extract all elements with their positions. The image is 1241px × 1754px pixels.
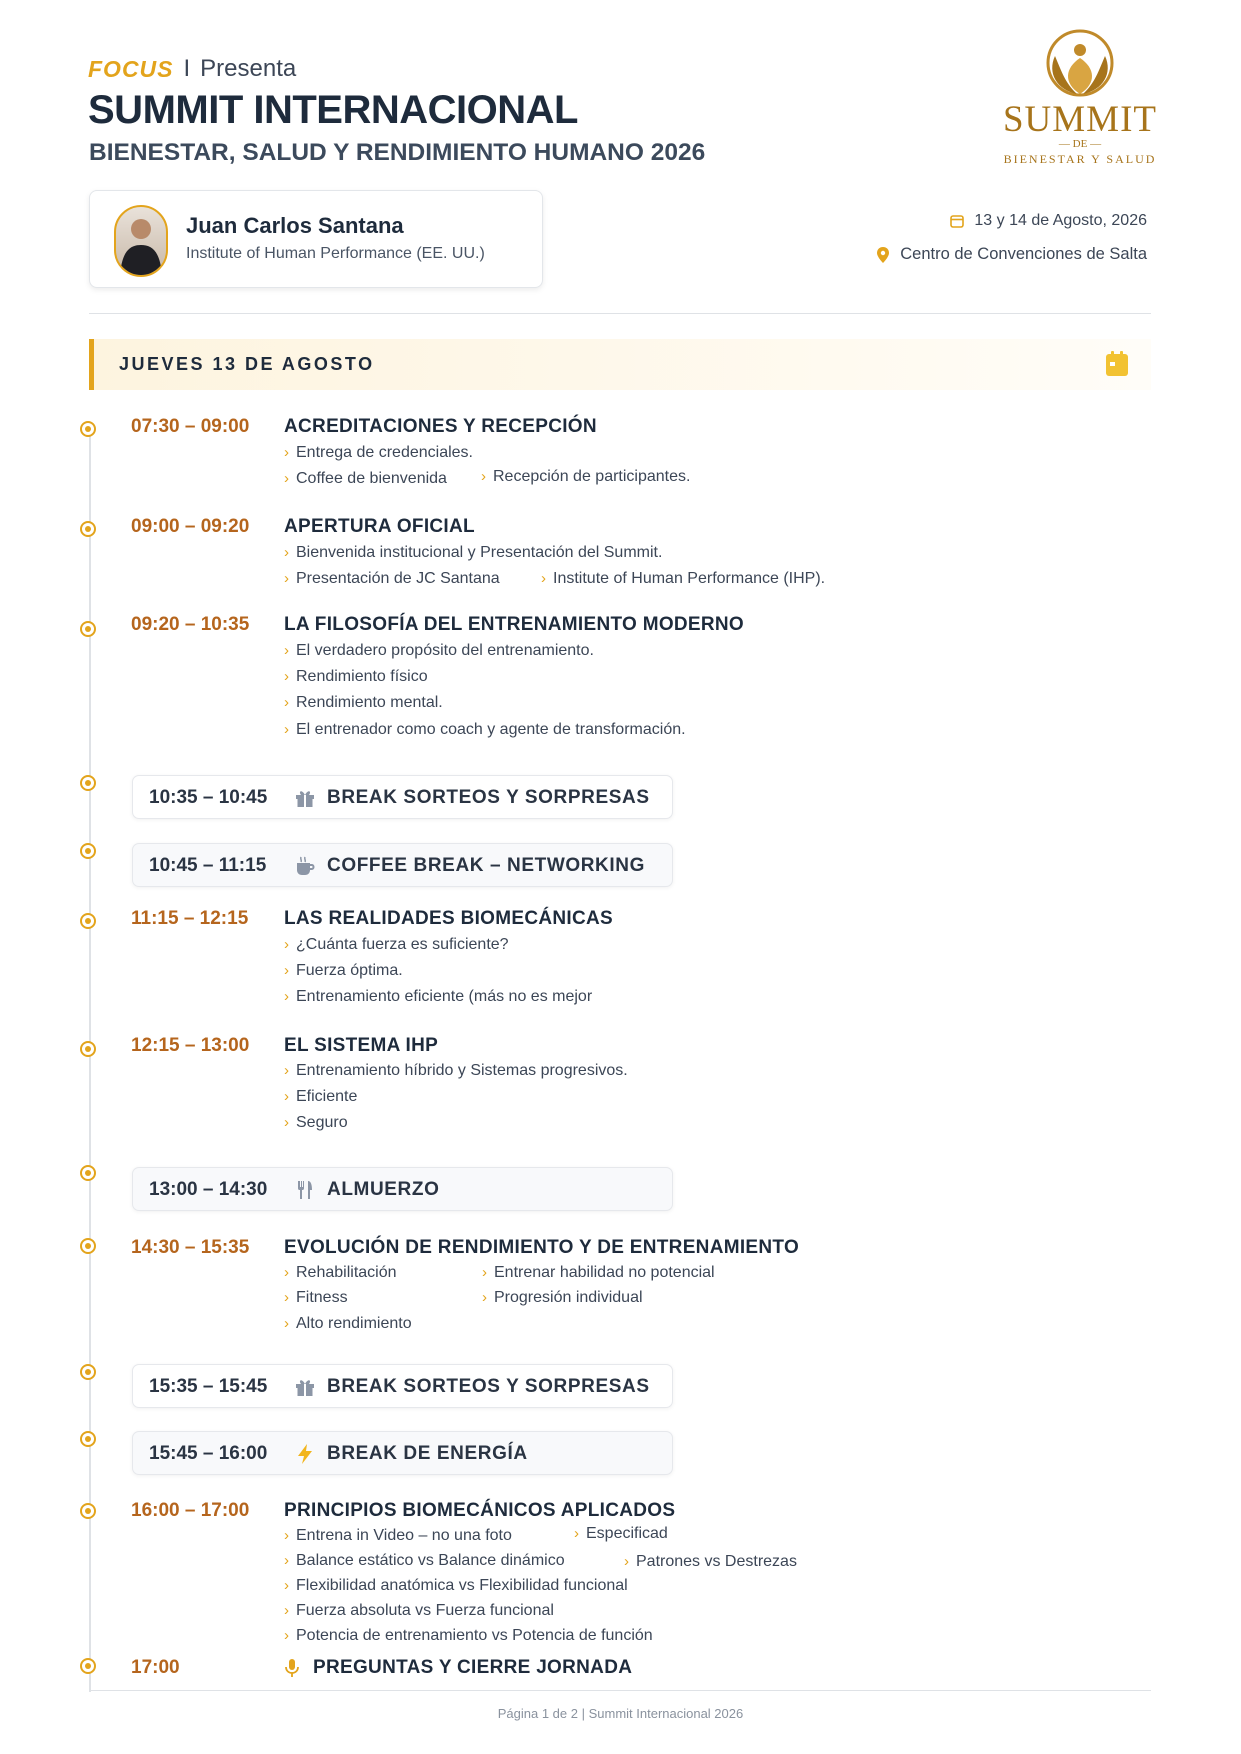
event-date <box>950 212 1147 230</box>
break-card <box>132 1431 673 1475</box>
header-brand <box>88 55 296 83</box>
list-item: › Eficiente <box>284 1088 358 1105</box>
brand-separator: I <box>183 55 191 82</box>
logo-word: SUMMIT <box>1002 99 1158 140</box>
calendar-icon <box>1105 351 1129 377</box>
timeline-dot <box>80 1658 96 1674</box>
break-time: 15:35 – 15:45 <box>149 1376 268 1397</box>
list-item: › Entrenamiento eficiente (más no es mejor <box>284 988 593 1005</box>
timeline-dot <box>80 913 96 929</box>
page-subtitle: BIENESTAR, SALUD Y RENDIMIENTO HUMANO 2026 <box>89 139 706 166</box>
session-time: 17:00 <box>131 1657 180 1678</box>
footer-divider <box>89 1690 1151 1691</box>
utensils-icon <box>293 1178 317 1202</box>
list-item: › ¿Cuánta fuerza es suficiente? <box>284 936 509 953</box>
break-card <box>132 775 673 819</box>
session-time: 09:20 – 10:35 <box>131 614 250 635</box>
timeline-dot <box>80 621 96 637</box>
laurel-figure-icon <box>985 28 1175 103</box>
focus-logo: FOCUS <box>88 55 174 82</box>
session-title: APERTURA OFICIAL <box>284 516 475 537</box>
gift-icon <box>293 1375 317 1399</box>
location-pin-icon <box>876 247 890 263</box>
timeline-dot <box>80 521 96 537</box>
list-item: › El verdadero propósito del entrenamiento. <box>284 642 594 659</box>
session-title: EVOLUCIÓN DE RENDIMIENTO Y DE ENTRENAMIENTO <box>284 1237 800 1258</box>
break-card <box>132 1364 673 1408</box>
timeline-dot <box>80 775 96 791</box>
microphone-icon <box>284 1658 300 1678</box>
break-card <box>132 1167 673 1211</box>
event-venue <box>876 245 1147 264</box>
header-divider <box>89 313 1151 314</box>
speaker-card <box>89 190 543 288</box>
break-title: ALMUERZO <box>327 1179 440 1200</box>
session-title: PREGUNTAS Y CIERRE JORNADA <box>313 1657 633 1678</box>
gift-icon <box>293 786 317 810</box>
list-item: › Rehabilitación <box>284 1264 397 1281</box>
list-item: › Seguro <box>284 1114 348 1131</box>
list-item: › Entrena in Video – no una foto <box>284 1527 512 1544</box>
list-item: › Recepción de participantes. <box>481 468 691 485</box>
break-time: 13:00 – 14:30 <box>149 1179 268 1200</box>
list-item: › El entrenador como coach y agente de transformación. <box>284 721 686 738</box>
timeline-dot <box>80 1364 96 1380</box>
break-title: BREAK SORTEOS Y SORPRESAS <box>327 1376 650 1397</box>
list-item: › Bienvenida institucional y Presentación del Summit. <box>284 544 663 561</box>
page-title: SUMMIT INTERNACIONAL <box>88 88 578 132</box>
session-time: 14:30 – 15:35 <box>131 1237 250 1258</box>
coffee-icon <box>293 854 317 878</box>
day-title: JUEVES 13 DE AGOSTO <box>119 354 375 374</box>
speaker-institution: Institute of Human Performance (EE. UU.) <box>186 245 485 262</box>
list-item: › Institute of Human Performance (IHP). <box>541 570 826 587</box>
speaker-photo-icon <box>116 207 166 275</box>
break-card <box>132 843 673 887</box>
break-title: COFFEE BREAK – NETWORKING <box>327 855 645 876</box>
session-title: EL SISTEMA IHP <box>284 1035 439 1056</box>
day-banner <box>89 339 1151 390</box>
session-time: 11:15 – 12:15 <box>131 908 249 929</box>
session-title: ACREDITACIONES Y RECEPCIÓN <box>284 416 597 437</box>
timeline-dot <box>80 1238 96 1254</box>
list-item: › Progresión individual <box>482 1289 643 1306</box>
event-date-text: 13 y 14 de Agosto, 2026 <box>974 212 1147 229</box>
summit-logo <box>985 28 1175 168</box>
list-item: › Presentación de JC Santana <box>284 570 500 587</box>
list-item: › Entrega de credenciales. <box>284 444 473 461</box>
timeline-dot <box>80 1431 96 1447</box>
list-item: › Fuerza óptima. <box>284 962 403 979</box>
list-item: › Flexibilidad anatómica vs Flexibilidad funcional <box>284 1577 628 1594</box>
list-item: › Rendimiento mental. <box>284 694 443 711</box>
avatar <box>114 205 168 277</box>
timeline-dot <box>80 421 96 437</box>
session-time: 07:30 – 09:00 <box>131 416 250 437</box>
list-item: › Patrones vs Destrezas <box>624 1553 797 1570</box>
session-time: 16:00 – 17:00 <box>131 1500 250 1521</box>
session-title: PRINCIPIOS BIOMECÁNICOS APLICADOS <box>284 1500 676 1521</box>
break-time: 10:45 – 11:15 <box>149 855 267 876</box>
session-title: LA FILOSOFÍA DEL ENTRENAMIENTO MODERNO <box>284 614 745 635</box>
presenta-label: Presenta <box>200 55 297 82</box>
logo-tagline: BIENESTAR Y SALUD <box>1003 152 1157 166</box>
list-item: › Fuerza absoluta vs Fuerza funcional <box>284 1602 554 1619</box>
break-title: BREAK SORTEOS Y SORPRESAS <box>327 787 650 808</box>
list-item: › Alto rendimiento <box>284 1315 412 1332</box>
event-venue-text: Centro de Convenciones de Salta <box>900 245 1147 263</box>
timeline-dot <box>80 1503 96 1519</box>
logo-de: — DE — <box>1058 138 1102 150</box>
session-title: LAS REALIDADES BIOMECÁNICAS <box>284 908 614 929</box>
list-item: › Potencia de entrenamiento vs Potencia de función <box>284 1627 653 1644</box>
list-item: › Especificad <box>574 1525 668 1542</box>
list-item: › Balance estático vs Balance dinámico <box>284 1552 565 1569</box>
break-time: 10:35 – 10:45 <box>149 787 268 808</box>
list-item: › Rendimiento físico <box>284 668 428 685</box>
timeline-dot <box>80 1165 96 1181</box>
session-time: 09:00 – 09:20 <box>131 516 250 537</box>
break-title: BREAK DE ENERGÍA <box>327 1443 528 1464</box>
session-time: 12:15 – 13:00 <box>131 1035 250 1056</box>
list-item: › Coffee de bienvenida <box>284 470 447 487</box>
list-item: › Entrenar habilidad no potencial <box>482 1264 715 1281</box>
list-item: › Fitness <box>284 1289 348 1306</box>
break-time: 15:45 – 16:00 <box>149 1443 268 1464</box>
timeline-dot <box>80 1041 96 1057</box>
calendar-icon <box>950 214 964 228</box>
timeline-dot <box>80 843 96 859</box>
list-item: › Entrenamiento híbrido y Sistemas progresivos. <box>284 1062 628 1079</box>
page-footer: Página 1 de 2 | Summit Internacional 2026 <box>497 1706 744 1721</box>
lightning-icon <box>293 1442 317 1466</box>
speaker-name: Juan Carlos Santana <box>186 213 404 238</box>
